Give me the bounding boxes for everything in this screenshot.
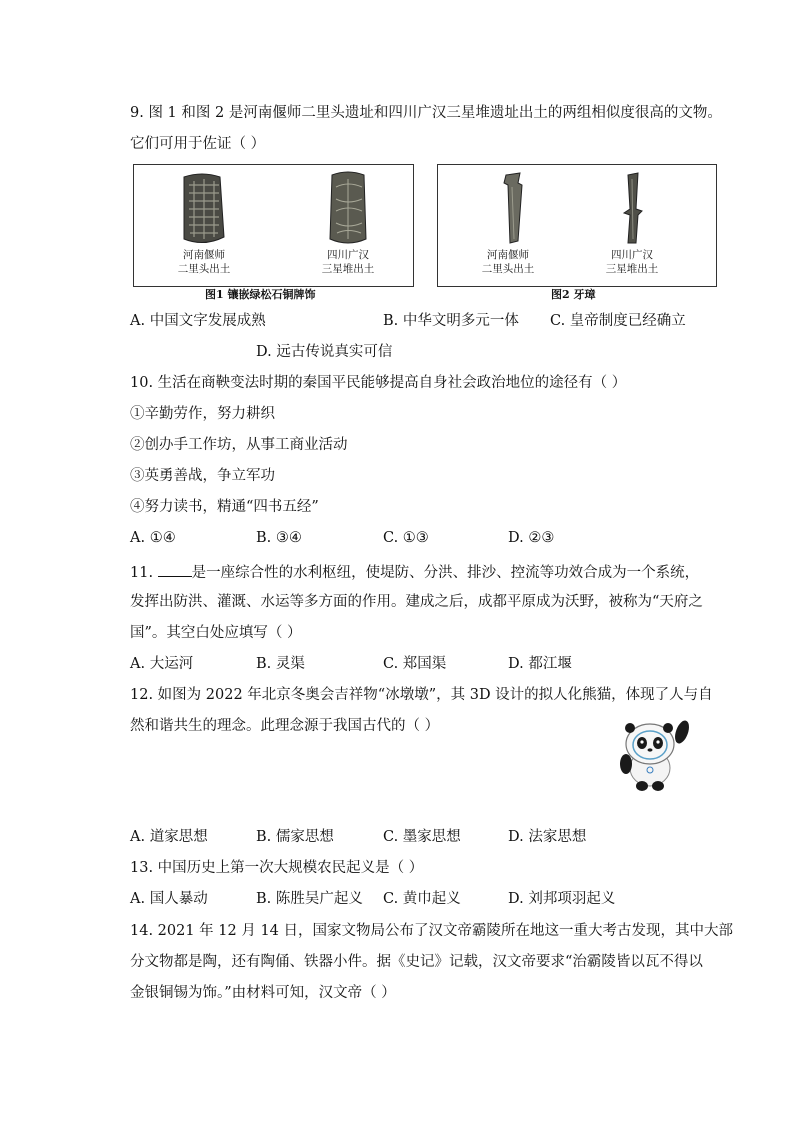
q10-item-1: ①辛勤劳作，努力耕织	[130, 406, 275, 422]
q9-stem-line2: 它们可用于佐证（ ）	[130, 136, 266, 152]
q12-option-c: C. 墨家思想	[383, 829, 461, 845]
q9-option-d: D. 远古传说真实可信	[256, 344, 393, 360]
fig2-right-caption-2: 三星堆出土	[605, 263, 659, 275]
q14-stem-line1: 14. 2021 年 12 月 14 日，国家文物局公布了汉文帝霸陵所在地这一重大考古发现，其中大部	[130, 923, 734, 939]
q10-item-2: ②创办手工作坊，从事工商业活动	[130, 437, 348, 453]
q10-item-3: ③英勇善战，争立军功	[130, 468, 275, 484]
q9-option-a: A. 中国文字发展成熟	[130, 313, 266, 329]
sanxingdui-yazhang-image	[624, 173, 642, 243]
q11-option-a: A. 大运河	[130, 656, 194, 672]
q13-option-b: B. 陈胜吴广起义	[256, 891, 363, 907]
q10-option-b: B. ③④	[256, 530, 302, 546]
q11-stem-line3: 国”。其空白处应填写（ ）	[130, 625, 302, 641]
q13-option-d: D. 刘邦项羽起义	[508, 891, 616, 907]
q13-option-a: A. 国人暴动	[130, 891, 208, 907]
fig2-title: 图2 牙璋	[551, 288, 596, 301]
q11-stem-line1	[130, 561, 699, 583]
q12-stem-line2: 然和谐共生的理念。此理念源于我国古代的（ ）	[130, 718, 440, 734]
fig2-left-caption-1: 河南偃师	[487, 249, 529, 261]
q11-number: 11.	[130, 565, 158, 581]
figure-2	[437, 164, 717, 287]
erlitou-plaque-image	[184, 174, 224, 243]
sanxingdui-plaque-image	[330, 172, 366, 243]
fig1-right-caption-1: 四川广汉	[327, 249, 369, 261]
erlitou-yazhang-image	[504, 173, 522, 243]
q10-stem: 10. 生活在商鞅变法时期的秦国平民能够提高自身社会政治地位的途径有（ ）	[130, 375, 627, 391]
q11-stem-line2: 发挥出防洪、灌溉、水运等多方面的作用。建成之后，成都平原成为沃野，被称为“天府之	[130, 594, 703, 610]
q14-stem-line3: 金银铜锡为饰。”由材料可知，汉文帝（ ）	[130, 985, 396, 1001]
figure-1	[133, 164, 414, 287]
q10-option-a: A. ①④	[130, 530, 176, 546]
q9-stem-line1: 9. 图 1 和图 2 是河南偃师二里头遗址和四川广汉三星堆遗址出土的两组相似度很高的文物。	[130, 105, 722, 121]
bing-dwen-dwen-mascot-image	[612, 718, 694, 792]
q13-stem: 13. 中国历史上第一次大规模农民起义是（ ）	[130, 860, 424, 876]
q10-item-4: ④努力读书，精通“四书五经”	[130, 499, 319, 515]
q11-option-b: B. 灵渠	[256, 656, 305, 672]
fig1-left-caption-1: 河南偃师	[183, 249, 225, 261]
fig2-right-caption-1: 四川广汉	[611, 249, 653, 261]
q10-option-d: D. ②③	[508, 530, 555, 546]
q9-option-c: C. 皇帝制度已经确立	[550, 313, 686, 329]
fig2-left-caption-2: 二里头出土	[481, 263, 535, 275]
q14-stem-line2: 分文物都是陶，还有陶俑、铁器小件。据《史记》记载，汉文帝要求“治霸陵皆以瓦不得以	[130, 954, 703, 970]
q12-option-b: B. 儒家思想	[256, 829, 334, 845]
q12-stem-line1: 12. 如图为 2022 年北京冬奥会吉祥物“冰墩墩”，其 3D 设计的拟人化熊猫，体现了人与自	[130, 687, 713, 703]
fig1-left-caption-2: 二里头出土	[177, 263, 231, 275]
q11-blank	[158, 561, 192, 577]
q11-option-c: C. 郑国渠	[383, 656, 447, 672]
q12-option-a: A. 道家思想	[130, 829, 208, 845]
q11-option-d: D. 都江堰	[508, 656, 572, 672]
q12-option-d: D. 法家思想	[508, 829, 587, 845]
q9-option-b: B. 中华文明多元一体	[383, 313, 519, 329]
q13-option-c: C. 黄巾起义	[383, 891, 461, 907]
q11-stem-text: 是一座综合性的水利枢纽，使堤防、分洪、排沙、控流等功效合成为一个系统，	[191, 565, 700, 581]
q10-option-c: C. ①③	[383, 530, 429, 546]
fig1-right-caption-2: 三星堆出土	[321, 263, 375, 275]
fig1-title: 图1 镶嵌绿松石铜牌饰	[205, 288, 316, 301]
